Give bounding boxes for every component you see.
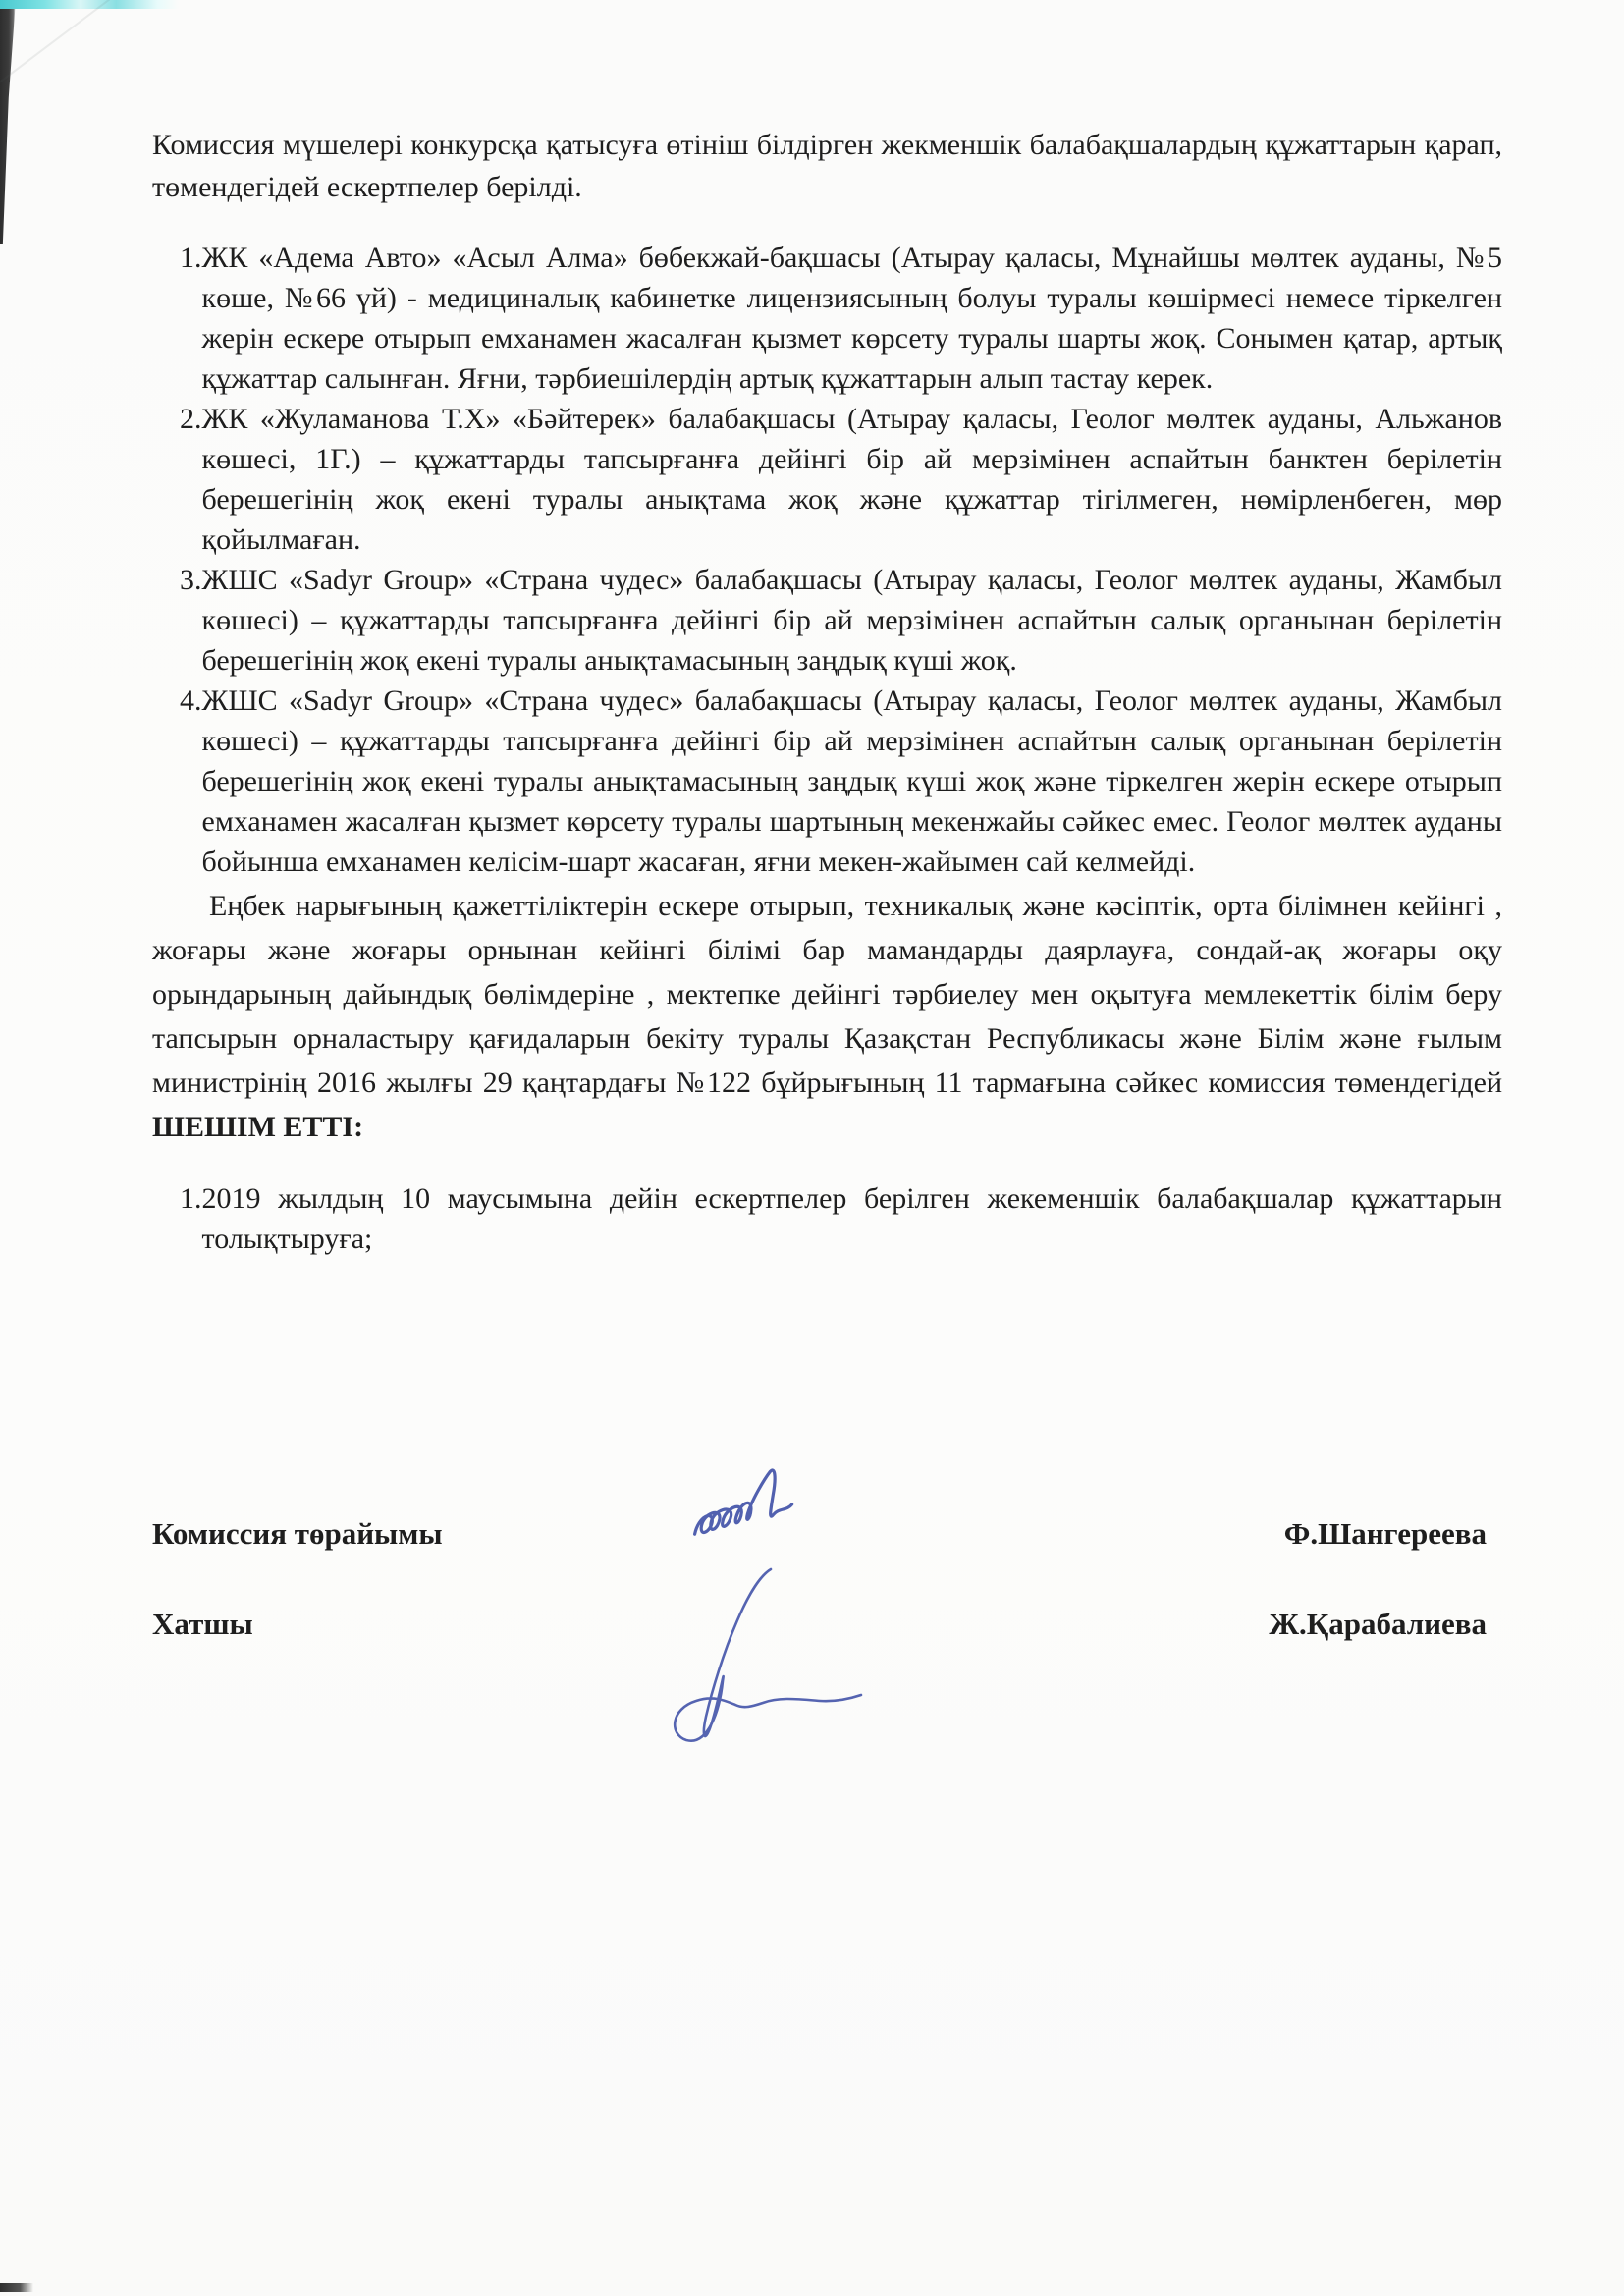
- signature-name: Ф.Шангереева: [1283, 1516, 1487, 1551]
- chair-signature-ink: [682, 1461, 869, 1556]
- document-content: [152, 94, 1502, 1648]
- decision-item-1: [152, 1178, 1502, 1259]
- remark-text: ЖШС «Sadyr Group» «Страна чудес» балабақшасы (Атырау қаласы, Геолог мөлтек ауданы, Жамбыл көшесі) – құжаттарды тапсырғанға дейінгі бір ай мерзімінен аспайтын салық органынан берілетін берешегінің жоқ екені туралы анықтамасының заңдық күші жоқ және тіркелген жерін ескере отырып емханамен жасалған қызмет көрсету туралы шартының мекенжайы сәйкес емес. Геолог мөлтек ауданы бойынша емханамен келісім-шарт жасаған, яғни мекен-жайымен сай келмейді.: [201, 684, 1502, 878]
- decision-list: [152, 1178, 1502, 1259]
- remark-item-3: [152, 560, 1502, 681]
- scan-edge-shadow: [0, 0, 16, 244]
- remark-text: ЖК «Адема Авто» «Асыл Алма» бөбекжай-бақшасы (Атырау қаласы, Мұнайшы мөлтек ауданы, №5 көше, №66 үй) - медициналық кабинетке лицензиясының болуы туралы көшірмесі немесе тіркелген жерін ескере отырып емханамен жасалған қызмет көрсету туралы шарты жоқ. Сонымен қатар, артық құжаттар салынған. Яғни, тәрбиешілердің артық құжаттарын алып тастау керек.: [201, 242, 1502, 395]
- remark-number: 2.: [180, 403, 202, 435]
- signature-block: [152, 1512, 1502, 1648]
- paper-crease-line: [0, 0, 275, 96]
- remark-number: 4.: [180, 684, 202, 717]
- signature-name: Ж.Қарабалиева: [1269, 1607, 1487, 1641]
- remark-item-1: [152, 238, 1502, 399]
- decision-number: 1.: [180, 1182, 202, 1215]
- remark-text: ЖК «Жуламанова Т.Х» «Бәйтерек» балабақшасы (Атырау қаласы, Геолог мөлтек ауданы, Альжанов көшесі, 1Г.) – құжаттарды тапсырғанға дейінгі бір ай мерзімінен аспайтын банктен берілетін берешегінің жоқ екені туралы анықтама жоқ және құжаттар тігілмеген, нөмірленбеген, мөр қойылмаған.: [201, 403, 1502, 556]
- decision-preamble: [152, 884, 1502, 1149]
- decision-text: 2019 жылдың 10 маусымына дейін ескертпелер берілген жекеменшік балабақшалар құжаттарын толықтыруға;: [201, 1182, 1502, 1255]
- signature-role: Хатшы: [152, 1607, 253, 1641]
- signature-row-chair: [152, 1512, 1502, 1558]
- intro-paragraph: Комиссия мүшелері конкурсқа қатысуға өтініш білдірген жекменшік балабақшалардың құжаттарын қарап, төмендегідей ескертпелер берілді.: [152, 129, 1502, 203]
- decision-preamble-text: Еңбек нарығының қажеттіліктерін ескере отырып, техникалық және кәсіптік, орта білімнен кейінгі , жоғары және жоғары орнынан кейінгі білімі бар мамандарды даярлауға, сондай-ақ жоғары оқу орындарының дайындық бөлімдеріне , мектепке дейінгі тәрбиелеу мен оқытуға мемлекеттік білім беру тапсырын орналастыру қағидаларын бекіту туралы Қазақстан Республикасы және Білім және ғылым министрінің 2016 жылғы 29 қаңтардағы №122 бұйрығының 11 тармағына сәйкес комиссия төмендегідей: [152, 890, 1502, 1099]
- remark-item-2: [152, 399, 1502, 560]
- secretary-signature-ink: [612, 1559, 869, 1762]
- remark-number: 3.: [180, 564, 202, 596]
- signature-role: Комиссия төрайымы: [152, 1516, 443, 1551]
- signature-row-secretary: [152, 1603, 1502, 1648]
- remark-number: 1.: [180, 242, 202, 274]
- decision-heading: ШЕШІМ ЕТТІ:: [152, 1111, 364, 1143]
- remarks-list: [152, 238, 1502, 882]
- remark-item-4: [152, 681, 1502, 882]
- remark-text: ЖШС «Sadyr Group» «Страна чудес» балабақшасы (Атырау қаласы, Геолог мөлтек ауданы, Жамбыл көшесі) – құжаттарды тапсырғанға дейінгі бір ай мерзімінен аспайтын салық органынан берілетін берешегінің жоқ екені туралы анықтамасының заңдық күші жоқ.: [201, 564, 1502, 677]
- scan-bottom-corner-mark: [0, 2283, 33, 2292]
- scan-corner-color-strip: [0, 0, 179, 9]
